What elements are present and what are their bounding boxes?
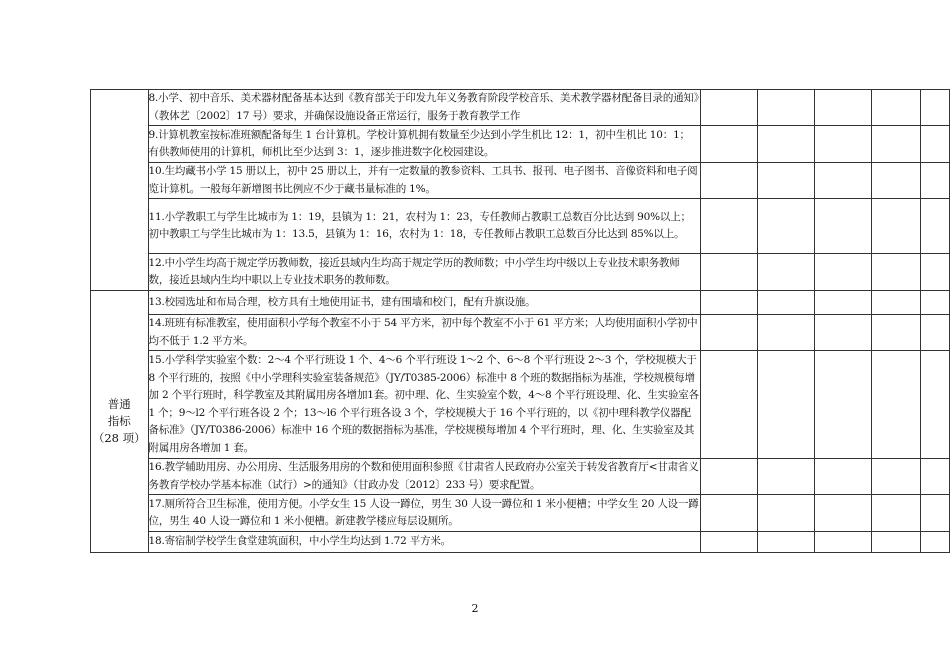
item-text: 13.校园选址和布局合理，校方具有土地使用证书，建有围墙和校门，配有升旗设施。 — [148, 291, 700, 315]
blank-cell — [921, 90, 950, 126]
blank-cell — [872, 163, 921, 199]
item-text: 12.中小学生均高于规定学历教师数，接近县域内生均高于规定学历的教师数；中小学生均中级以上专业技术职务教师数，接近县域内生均中职以上专业技术职务的教师数。 — [148, 254, 700, 291]
table-row — [91, 90, 950, 126]
table-row — [91, 291, 950, 315]
blank-cell — [872, 199, 921, 254]
blank-cell — [872, 126, 921, 163]
blank-cell — [815, 199, 872, 254]
blank-cell — [815, 532, 872, 553]
blank-cell — [921, 532, 950, 553]
blank-cell — [757, 163, 814, 199]
item-text: 11.小学教职工与学生比城市为 1：19，县镇为 1：21，农村为 1：23，专任教师占教职工总数百分比达到 90%以上；初中教职工与学生比城市为 1：13.5，县镇为 1：16，农村为 1：18，专任教师占教职工总数百分比达到 85%以上。 — [148, 199, 700, 254]
item-text: 9.计算机教室按标准班额配备每生 1 台计算机。学校计算机拥有数量至少达到小学生机比 12：1，初中生机比 10：1；有供教师使用的计算机，师机比至少达到 3：1，逐步推进数字化校园建设。 — [148, 126, 700, 163]
blank-cell — [757, 254, 814, 291]
blank-cell — [700, 126, 757, 163]
blank-cell — [700, 351, 757, 459]
table-row — [91, 254, 950, 291]
blank-cell — [921, 199, 950, 254]
category-label-line1: 普通 — [107, 397, 131, 411]
category-label-line3: （28 项） — [92, 431, 146, 445]
category-label-line2: 指标 — [107, 414, 131, 428]
blank-cell — [757, 459, 814, 495]
blank-cell — [815, 126, 872, 163]
blank-cell — [700, 495, 757, 532]
item-text: 16.教学辅助用房、办公用房、生活服务用房的个数和使用面积参照《甘肃省人民政府办公室关于转发省教育厅<甘肃省义务教育学校办学基本标准（试行）>的通知》（甘政办发〔2012〕233 号）要求配置。 — [148, 459, 700, 495]
blank-cell — [921, 291, 950, 315]
blank-cell — [757, 291, 814, 315]
blank-cell — [872, 291, 921, 315]
blank-cell — [921, 315, 950, 351]
item-text: 15.小学科学实验室个数：2～4 个平行班设 1 个、4～6 个平行班设 1～2 个、6～8 个平行班设 2～3 个，学校规模大于 8 个平行班的，按照《中小学理科实验室装备规范》（JY/T0385-2006）标准中 8 个班的数据指标为基准，学校规模每增加 2 个平行班时，科学教室及其附属用房各增加1套。初中理、化、生实验室个数，4～8 个平行班设理、化、生实验室各 1 个；9～l2 个平行班各设 2 个；13～l6 个平行班各设 3 个，学校规模大于 16 个平行班的，以《初中理科教学仪器配备标准》（JY/T0386-2006）标准中 16 个班的数据指标为基准，学校规模每增加 4 个平行班时，理、化、生实验室及其附属用房各增加 1 套。 — [148, 351, 700, 459]
page-number: 2 — [471, 602, 479, 615]
blank-cell — [921, 254, 950, 291]
blank-cell — [921, 495, 950, 532]
blank-cell — [815, 291, 872, 315]
blank-cell — [757, 532, 814, 553]
blank-cell — [700, 254, 757, 291]
blank-cell — [700, 315, 757, 351]
blank-cell — [700, 459, 757, 495]
blank-cell — [872, 495, 921, 532]
blank-cell — [872, 254, 921, 291]
blank-cell — [921, 126, 950, 163]
table-row — [91, 532, 950, 553]
table-row — [91, 459, 950, 495]
table-row — [91, 163, 950, 199]
blank-cell — [757, 495, 814, 532]
blank-cell — [872, 459, 921, 495]
blank-cell — [872, 90, 921, 126]
blank-cell — [700, 90, 757, 126]
category-general — [91, 291, 149, 553]
blank-cell — [700, 163, 757, 199]
table-row — [91, 315, 950, 351]
item-text: 18.寄宿制学校学生食堂建筑面积，中小学生均达到 1.72 平方米。 — [148, 532, 700, 553]
blank-cell — [815, 163, 872, 199]
blank-cell — [815, 254, 872, 291]
blank-cell — [815, 90, 872, 126]
indicator-table — [90, 89, 950, 553]
item-text: 8.小学、初中音乐、美术器材配备基本达到《教育部关于印发九年义务教育阶段学校音乐、美术教学器材配备目录的通知》（教体艺〔2002〕17 号）要求，并确保设施设备正常运行，服务于教育教学工作 — [148, 90, 700, 126]
blank-cell — [757, 199, 814, 254]
category-cell-blank — [91, 90, 149, 291]
blank-cell — [872, 351, 921, 459]
blank-cell — [921, 351, 950, 459]
blank-cell — [921, 459, 950, 495]
blank-cell — [815, 495, 872, 532]
blank-cell — [815, 315, 872, 351]
blank-cell — [700, 532, 757, 553]
blank-cell — [921, 163, 950, 199]
blank-cell — [700, 291, 757, 315]
blank-cell — [757, 126, 814, 163]
item-text: 10.生均藏书小学 15 册以上，初中 25 册以上，并有一定数量的教参资料、工具书、报刊、电子图书、音像资料和电子阅览计算机。一般每年新增图书比例应不少于藏书量标准的 1%。 — [148, 163, 700, 199]
item-text: 17.厕所符合卫生标准，使用方便。小学女生 15 人设一蹲位，男生 30 人设一蹲位和 1 米小便槽；中学女生 20 人设一蹲位，男生 40 人设一蹲位和 1 米小便槽。新建教学楼应每层设厕所。 — [148, 495, 700, 532]
blank-cell — [815, 351, 872, 459]
table-row — [91, 495, 950, 532]
blank-cell — [757, 315, 814, 351]
blank-cell — [815, 459, 872, 495]
blank-cell — [872, 315, 921, 351]
item-text: 14.班班有标准教室，使用面积小学每个教室不小于 54 平方米，初中每个教室不小于 61 平方米；人均使用面积小学初中均不低于 1.2 平方米。 — [148, 315, 700, 351]
table-row — [91, 351, 950, 459]
blank-cell — [872, 532, 921, 553]
blank-cell — [700, 199, 757, 254]
blank-cell — [757, 90, 814, 126]
blank-cell — [757, 351, 814, 459]
table-row — [91, 126, 950, 163]
table-row — [91, 199, 950, 254]
